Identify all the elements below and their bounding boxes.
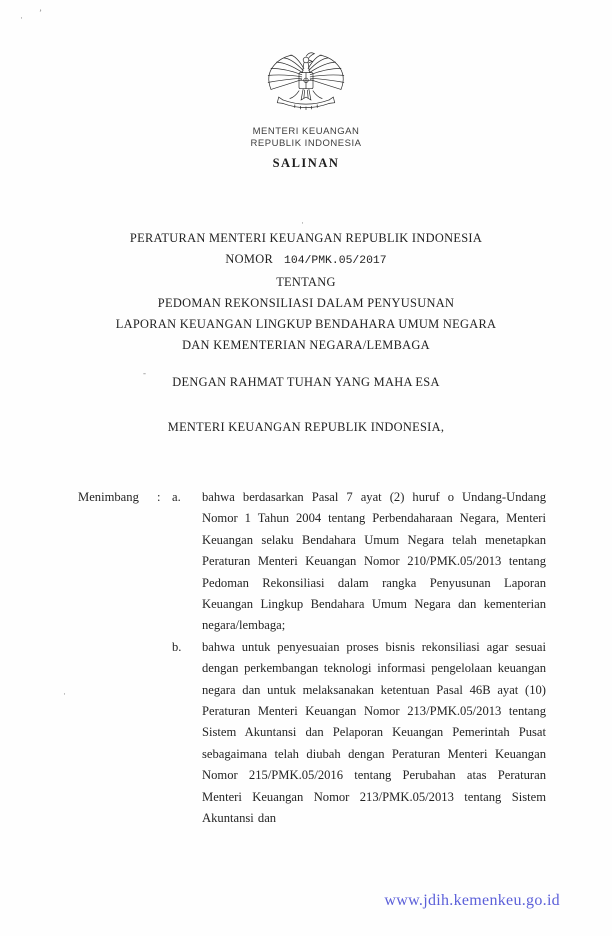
item-text: bahwa untuk penyesuaian proses bisnis rekonsiliasi agar sesuai dengan perkembangan teknologi informasi pengelolaan keuangan negara dan untuk melaksanakan ketentuan Pasal 46B ayat (10) Peraturan Menteri Keuangan Nomor 213/PMK.05/2013 tentang Sistem Akuntansi dan Pelaporan Keuangan Pemerintah Pusat sebagaimana telah diubah dengan Peraturan Menteri Keuangan Nomor 215/PMK.05/2016 tentang Perubahan atas Peraturan Menteri Keuangan Nomor 213/PMK.05/2013 tentang Sistem Akuntansi dan [202, 639, 546, 826]
regulation-title-block [0, 228, 612, 356]
regulation-title-line: PERATURAN MENTERI KEUANGAN REPUBLIK INDONESIA [129, 231, 483, 245]
menimbang-colon: : [157, 490, 161, 504]
item-text: bahwa berdasarkan Pasal 7 ayat (2) huruf o Undang-Undang Nomor 1 Tahun 2004 tentang Perbendaharaan Negara, Menteri Keuangan selaku Bendahara Umum Negara telah menetapkan Peraturan Menteri Keuangan Nomor 210/PMK.05/2013 tentang Pedoman Rekonsiliasi dalam rangka Penyusunan Laporan Keuangan Lingkup Bendahara Umum Negara dan kementerian negara/lembaga; [202, 490, 546, 633]
invocation-line: DENGAN RAHMAT TUHAN YANG MAHA ESA [172, 375, 440, 389]
scan-artifact: · [301, 218, 304, 228]
regulation-number-line [0, 249, 612, 272]
ministry-name-line1: MENTERI KEUANGAN [252, 126, 360, 137]
scan-artifact: · [20, 13, 23, 23]
scan-artifact: · [63, 689, 66, 699]
tentang-line: TENTANG [276, 275, 336, 289]
menimbang-item-a [172, 487, 546, 637]
scan-artifact: ’ [39, 8, 42, 18]
menimbang-items [172, 487, 546, 830]
nomor-label: NOMOR [225, 252, 274, 266]
scan-artifact: - [143, 368, 146, 378]
letterhead [0, 40, 612, 171]
menimbang-label: Menimbang [78, 490, 139, 504]
jdih-footer-link[interactable]: www.jdih.kemenkeu.go.id [384, 892, 560, 909]
item-letter: b. [172, 639, 182, 654]
authority-line: MENTERI KEUANGAN REPUBLIK INDONESIA, [167, 420, 445, 434]
subject-line-1: PEDOMAN REKONSILIASI DALAM PENYUSUNAN [157, 296, 455, 310]
menimbang-item-b [172, 637, 546, 830]
subject-line-3: DAN KEMENTERIAN NEGARA/LEMBAGA [182, 338, 430, 352]
garuda-pancasila-icon [264, 40, 348, 122]
subject-line-2: LAPORAN KEUANGAN LINGKUP BENDAHARA UMUM NEGARA [115, 317, 497, 331]
menimbang-section [78, 487, 546, 830]
nomor-value: 104/PMK.05/2017 [284, 255, 387, 267]
salinan-stamp: SALINAN [272, 156, 340, 170]
item-letter: a. [172, 490, 181, 504]
ministry-name-line2: REPUBLIK INDONESIA [250, 137, 362, 149]
